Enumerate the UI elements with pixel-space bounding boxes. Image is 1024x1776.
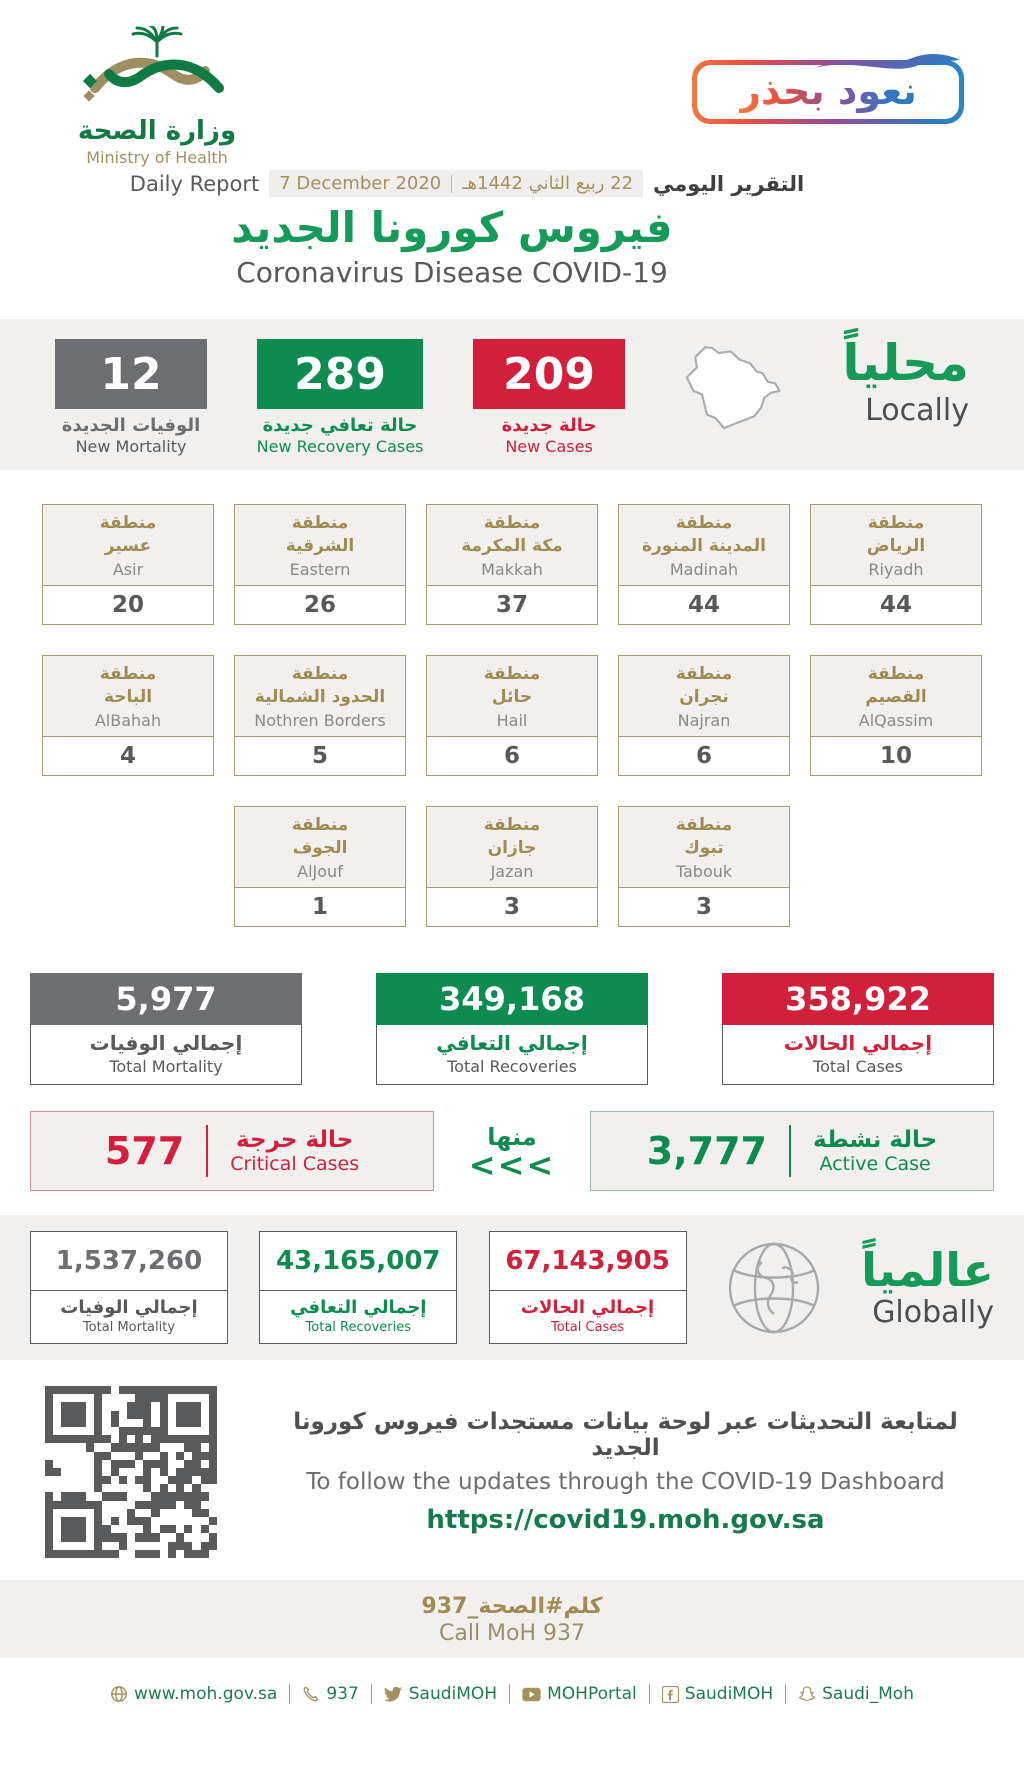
region-name-ar: نجران — [679, 687, 729, 707]
active-cases-box — [590, 1111, 994, 1191]
total-recoveries-label-ar: إجمالي التعافي — [436, 1031, 588, 1055]
region-name-ar: حائل — [491, 687, 533, 707]
global-mortality-label-ar: إجمالي الوفيات — [60, 1297, 198, 1318]
date-chip — [269, 170, 643, 197]
footer-youtube-label: MOHPortal — [547, 1684, 637, 1704]
daily-report-label-ar: التقرير اليومي — [653, 171, 805, 196]
total-mortality-label-en: Total Mortality — [109, 1057, 223, 1076]
globally-title-ar: عالمياً — [861, 1242, 994, 1297]
region-prefix: منطقة — [867, 664, 925, 684]
critical-cases-value: 577 — [104, 1129, 185, 1173]
region-name-en: Eastern — [289, 560, 351, 579]
daily-report-label-en: Daily Report — [129, 171, 260, 196]
breakdown-row — [30, 1111, 994, 1191]
locally-title-en: Locally — [865, 392, 969, 428]
region-count: 26 — [303, 592, 336, 618]
region-name-en: AlJouf — [297, 862, 343, 881]
global-mortality-card — [30, 1231, 228, 1344]
dashboard-section — [45, 1386, 994, 1558]
region-name-ar: مكة المكرمة — [461, 536, 563, 556]
region-name-ar: الجوف — [292, 838, 348, 858]
chevrons-left-icon: <<< — [468, 1145, 556, 1184]
region-card-tabouk — [618, 806, 790, 927]
globe-icon — [724, 1238, 824, 1338]
footer-twitter-label: SaudiMOH — [408, 1684, 498, 1704]
region-prefix: منطقة — [483, 815, 541, 835]
header — [0, 0, 1024, 168]
global-cases-value: 67,143,905 — [505, 1246, 670, 1276]
region-count: 44 — [687, 592, 720, 618]
footer-snapchat-link[interactable] — [785, 1684, 926, 1704]
region-prefix: منطقة — [291, 664, 349, 684]
new-cases-label-en: New Cases — [505, 437, 593, 456]
region-card-madinah — [618, 504, 790, 625]
moh-logo-english: Ministry of Health — [86, 148, 228, 167]
of-which-indicator — [468, 1122, 556, 1184]
region-name-en: AlQassim — [858, 711, 934, 730]
region-prefix: منطقة — [483, 513, 541, 533]
region-row-2 — [30, 655, 994, 776]
divider — [789, 1125, 791, 1177]
active-cases-label-en: Active Case — [819, 1153, 931, 1175]
region-name-ar: عسير — [104, 536, 152, 556]
region-prefix: منطقة — [291, 513, 349, 533]
badge-swoosh-icon — [812, 48, 962, 74]
total-recoveries-label-en: Total Recoveries — [447, 1057, 577, 1076]
footer-facebook-link[interactable] — [649, 1684, 785, 1704]
region-name-en: Najran — [677, 711, 731, 730]
region-count: 6 — [695, 743, 712, 769]
total-cases-value: 358,922 — [722, 973, 994, 1025]
region-card-eastern — [234, 504, 406, 625]
facebook-icon — [662, 1686, 679, 1703]
new-cases-label-ar: حالة جديدة — [501, 415, 597, 436]
critical-cases-label-en: Critical Cases — [230, 1153, 360, 1175]
report-meta — [0, 170, 1024, 197]
moh-logo-block — [62, 26, 252, 167]
region-count: 37 — [495, 592, 528, 618]
region-name-ar: الرياض — [866, 536, 926, 556]
region-count: 44 — [879, 592, 912, 618]
twitter-icon — [384, 1686, 403, 1703]
locally-section — [0, 319, 1024, 470]
totals-row — [30, 973, 994, 1085]
return-with-caution-badge — [692, 60, 964, 124]
region-card-makkah — [426, 504, 598, 625]
page-title-english: Coronavirus Disease COVID-19 — [236, 256, 668, 289]
new-mortality-label-en: New Mortality — [75, 437, 187, 456]
region-card-alqassim — [810, 655, 982, 776]
saudi-map-icon — [675, 339, 793, 443]
region-count: 1 — [311, 894, 328, 920]
global-cases-label-ar: إجمالي الحالات — [520, 1297, 655, 1318]
locally-title — [842, 335, 969, 428]
global-recoveries-card — [259, 1231, 457, 1344]
qr-code — [45, 1386, 217, 1558]
region-card-albahah — [42, 655, 214, 776]
region-card-riyadh — [810, 504, 982, 625]
region-card-northern-borders — [234, 655, 406, 776]
region-name-ar: جازان — [487, 838, 537, 858]
divider — [260, 1290, 456, 1291]
globally-title-en: Globally — [872, 1295, 994, 1331]
region-count: 3 — [695, 894, 712, 920]
region-name-en: Hail — [496, 711, 528, 730]
call-band — [0, 1580, 1024, 1658]
divider — [490, 1290, 686, 1291]
total-cases-card — [722, 973, 994, 1085]
footer-phone-label: 937 — [326, 1684, 359, 1704]
total-mortality-value: 5,977 — [30, 973, 302, 1025]
globe-icon — [110, 1685, 128, 1703]
total-mortality-label-ar: إجمالي الوفيات — [89, 1031, 243, 1055]
new-mortality-stat — [55, 339, 207, 456]
new-mortality-value: 12 — [55, 339, 207, 409]
region-name-en: Asir — [112, 560, 144, 579]
call-moh-label: Call MoH 937 — [438, 1621, 586, 1646]
new-cases-stat — [473, 339, 625, 456]
region-name-ar: الحدود الشمالية — [254, 687, 386, 707]
critical-cases-label-ar: حالة حرجة — [236, 1127, 354, 1153]
new-recovery-stat — [257, 339, 424, 456]
region-name-en: Madinah — [669, 560, 739, 579]
footer-twitter-link[interactable] — [371, 1684, 509, 1704]
footer-website-link[interactable] — [98, 1684, 289, 1704]
divider — [31, 1290, 227, 1291]
global-recoveries-label-ar: إجمالي التعافي — [290, 1297, 427, 1318]
region-card-jazan — [426, 806, 598, 927]
region-row-1 — [30, 504, 994, 625]
region-prefix: منطقة — [99, 664, 157, 684]
region-count: 4 — [119, 743, 136, 769]
region-name-en: Riyadh — [868, 560, 924, 579]
critical-cases-box — [30, 1111, 434, 1191]
region-name-en: Nothren Borders — [254, 711, 386, 730]
region-name-en: Tabouk — [675, 862, 733, 881]
region-count: 3 — [503, 894, 520, 920]
active-cases-label-ar: حالة نشطة — [813, 1127, 938, 1153]
divider — [206, 1125, 208, 1177]
region-card-aljouf — [234, 806, 406, 927]
region-name-ar: الباحة — [103, 687, 153, 707]
region-prefix: منطقة — [675, 815, 733, 835]
region-card-najran — [618, 655, 790, 776]
total-recoveries-value: 349,168 — [376, 973, 648, 1025]
region-row-3 — [30, 806, 994, 927]
region-count: 10 — [879, 743, 912, 769]
global-mortality-label-en: Total Mortality — [82, 1320, 176, 1335]
total-cases-label-en: Total Cases — [813, 1057, 903, 1076]
region-prefix: منطقة — [483, 664, 541, 684]
locally-title-ar: محلياً — [842, 334, 969, 392]
region-prefix: منطقة — [867, 513, 925, 533]
dashboard-line-ar: لمتابعة التحديثات عبر لوحة بيانات مستجدات فيروس كورونا الجديد — [293, 1409, 958, 1461]
total-mortality-card — [30, 973, 302, 1085]
page-title-arabic: فيروس كورونا الجديد — [231, 203, 673, 252]
regions-grid — [30, 504, 994, 927]
globally-title — [861, 1242, 994, 1331]
new-mortality-label-ar: الوفيات الجديدة — [61, 415, 201, 436]
dashboard-url-link[interactable]: https://covid19.moh.gov.sa — [426, 1505, 825, 1535]
active-cases-value: 3,777 — [646, 1129, 767, 1173]
footer-phone-link[interactable] — [289, 1684, 370, 1704]
region-prefix: منطقة — [291, 815, 349, 835]
region-name-en: AlBahah — [94, 711, 162, 730]
global-cases-card — [489, 1231, 687, 1344]
region-name-en: Makkah — [481, 560, 543, 579]
total-recoveries-card — [376, 973, 648, 1085]
region-prefix: منطقة — [675, 664, 733, 684]
badge-text: نعود بحذر — [739, 69, 917, 113]
footer-links — [0, 1684, 1024, 1704]
moh-logo-arabic: وزارة الصحة — [77, 116, 237, 146]
global-cases-label-en: Total Cases — [551, 1320, 625, 1335]
region-prefix: منطقة — [675, 513, 733, 533]
region-count: 20 — [111, 592, 144, 618]
region-prefix: منطقة — [99, 513, 157, 533]
region-name-ar: القصيم — [865, 687, 927, 707]
new-recovery-value: 289 — [257, 339, 424, 409]
region-name-ar: تبوك — [684, 838, 724, 858]
footer-snapchat-label: Saudi_Moh — [822, 1684, 914, 1704]
globally-section — [0, 1215, 1024, 1360]
global-recoveries-value: 43,165,007 — [276, 1246, 441, 1276]
date-hijri: 22 ربيع الثاني 1442هـ — [462, 173, 634, 194]
footer-facebook-label: SaudiMOH — [684, 1684, 774, 1704]
footer-youtube-link[interactable] — [509, 1684, 649, 1704]
new-recovery-label-ar: حالة تعافي جديدة — [262, 415, 418, 436]
total-cases-label-ar: إجمالي الحالات — [783, 1031, 933, 1055]
region-name-ar: المدينة المنورة — [641, 536, 766, 556]
new-cases-value: 209 — [473, 339, 625, 409]
region-name-ar: الشرقية — [285, 536, 355, 556]
new-recovery-label-en: New Recovery Cases — [256, 437, 424, 456]
date-gregorian: 7 December 2020 — [279, 173, 442, 194]
dashboard-line-en: To follow the updates through the COVID-19 Dashboard — [306, 1469, 945, 1495]
date-separator — [451, 175, 452, 193]
global-recoveries-label-en: Total Recoveries — [305, 1320, 412, 1335]
global-mortality-value: 1,537,260 — [55, 1246, 203, 1276]
phone-icon — [302, 1685, 320, 1703]
footer-website-label: www.moh.gov.sa — [134, 1684, 278, 1704]
region-card-hail — [426, 655, 598, 776]
region-card-asir — [42, 504, 214, 625]
region-count: 6 — [503, 743, 520, 769]
snapchat-icon — [798, 1685, 816, 1703]
moh-logo-icon — [77, 26, 237, 110]
youtube-icon — [522, 1687, 541, 1702]
of-which-label: منها — [487, 1122, 537, 1151]
region-count: 5 — [311, 743, 328, 769]
region-name-en: Jazan — [490, 862, 534, 881]
call-hashtag-ar: كلم#الصحة_937 — [421, 1594, 603, 1619]
